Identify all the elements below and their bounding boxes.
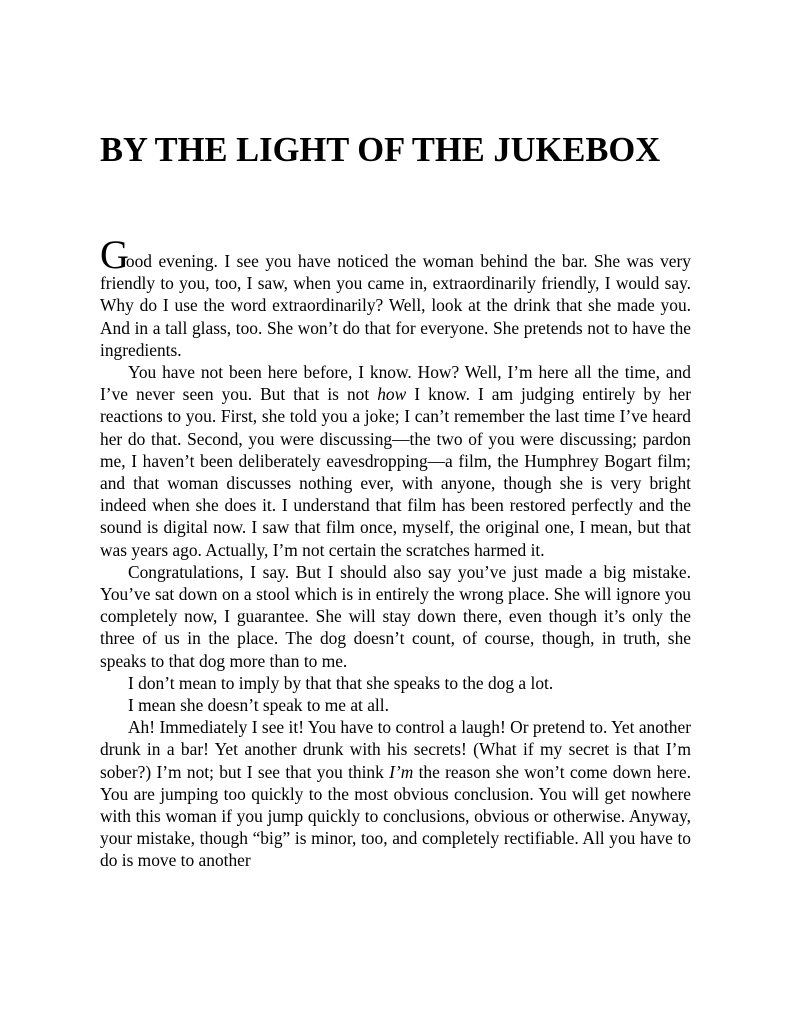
paragraph-text: I know. I am judging entirely by her reactions to you. First, she told you a joke; I can’t remember the last time I’ve heard her do that. Second, you were discussing—the two of you were discussing; pardon me, I haven’t been deliberately eavesdropping—a film, the Humphrey Bogart film; and that woman discusses nothing ever, with anyone, though she is very bright indeed when she does it. I understand that film has been restored perfectly and the sound is digital now. I saw that film once, myself, the original one, I mean, but that was years ago. Actually, I’m not certain the scratches harmed it. bbox=[100, 384, 691, 560]
chapter-body bbox=[100, 232, 691, 872]
paragraph-text: You have not been here before, I know. How? Well, I’m here all the time, and I’ve never seen you. But that is not bbox=[100, 362, 691, 405]
paragraph-3 bbox=[100, 561, 691, 672]
paragraph-text: the reason she won’t come down here. You are jumping too quickly to the most obvious conclusion. You will get nowhere with this woman if you jump quickly to conclusions, obvious or otherwise. Anyway, your mistake, though “big” is minor, too, and completely rectifiable. All you have to do is move to another bbox=[100, 761, 691, 871]
chapter-title: BY THE LIGHT OF THE JUKEBOX bbox=[100, 131, 661, 169]
paragraph-text: Ah! Immediately I see it! You have to control a laugh! Or pretend to. Yet another drunk in a bar! Yet another drunk with his secrets! (What if my secret is that I’m sober?) I’m not; but I see that you think bbox=[100, 717, 691, 782]
drop-cap: G bbox=[100, 232, 126, 277]
italic-emphasis: I’m bbox=[389, 761, 414, 782]
paragraph-text: ood evening. I see you have noticed the woman behind the bar. She was very friendly to you, too, I saw, when you came in, extraordinarily friendly, I would say. Why do I use the word extraordinarily? Well, look at the drink that she made you. And in a tall glass, too. She won’t do that for everyone. She pretends not to have the ingredients. bbox=[100, 251, 691, 360]
paragraph-text: Congratulations, I say. But I should also say you’ve just made a big mistake. You’ve sat down on a stool which is in entirely the wrong place. She will ignore you completely now, I guarantee. She will stay down there, even though it’s only the three of us in the place. The dog doesn’t count, of course, though, in truth, she speaks to that dog more than to me. bbox=[100, 561, 691, 671]
paragraph-4 bbox=[100, 672, 691, 694]
paragraph-text: I mean she doesn’t speak to me at all. bbox=[128, 695, 389, 716]
paragraph-text: I don’t mean to imply by that that she speaks to the dog a lot. bbox=[128, 672, 554, 693]
paragraph-1 bbox=[100, 232, 691, 361]
italic-emphasis: how bbox=[377, 384, 407, 405]
paragraph-2 bbox=[100, 361, 691, 561]
paragraph-6 bbox=[100, 716, 691, 871]
paragraph-5 bbox=[100, 694, 691, 716]
